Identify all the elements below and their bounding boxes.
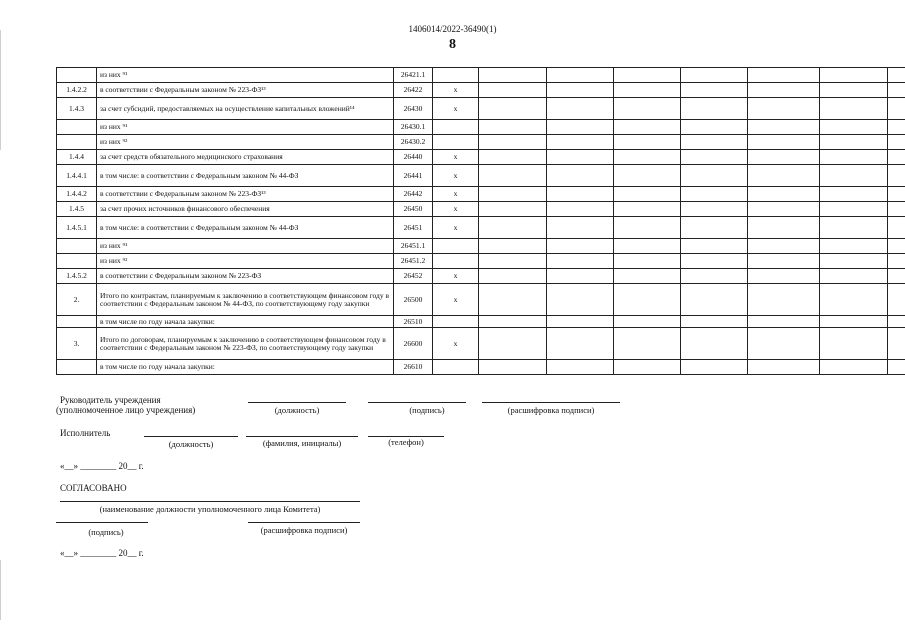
row-label: в соответствии с Федеральным законом № 223-ФЗ¹³ xyxy=(97,83,394,98)
empty-cell xyxy=(547,328,614,360)
empty-cell xyxy=(888,202,905,217)
row-label: из них ⁹¹ xyxy=(97,239,394,254)
row-number: 1.4.4.1 xyxy=(57,165,97,187)
empty-cell xyxy=(820,239,888,254)
empty-cell xyxy=(547,98,614,120)
row-code: 26600 xyxy=(394,328,433,360)
empty-cell xyxy=(479,360,547,375)
empty-cell xyxy=(820,360,888,375)
row-number xyxy=(57,120,97,135)
empty-cell xyxy=(681,360,748,375)
empty-cell xyxy=(614,150,681,165)
row-mark: x xyxy=(433,217,479,239)
empty-cell xyxy=(820,284,888,316)
row-mark: x xyxy=(433,187,479,202)
row-mark: x xyxy=(433,165,479,187)
empty-cell xyxy=(614,284,681,316)
table-row xyxy=(57,120,905,135)
empty-cell xyxy=(820,202,888,217)
row-label: в том числе: в соответствии с Федеральным законом № 44-ФЗ xyxy=(97,217,394,239)
row-code: 26451 xyxy=(394,217,433,239)
row-number xyxy=(57,254,97,269)
row-label: из них ⁹¹ xyxy=(97,68,394,83)
empty-cell xyxy=(681,284,748,316)
empty-cell xyxy=(547,269,614,284)
empty-cell xyxy=(748,284,820,316)
empty-cell xyxy=(748,202,820,217)
row-label: в соответствии с Федеральным законом № 223-ФЗ xyxy=(97,269,394,284)
table-row xyxy=(57,98,905,120)
empty-cell xyxy=(614,217,681,239)
empty-cell xyxy=(547,284,614,316)
empty-cell xyxy=(748,269,820,284)
table-row xyxy=(57,83,905,98)
empty-cell xyxy=(681,269,748,284)
head-signature-line xyxy=(368,402,466,403)
empty-cell xyxy=(888,187,905,202)
empty-cell xyxy=(681,316,748,328)
empty-cell xyxy=(888,165,905,187)
empty-cell xyxy=(820,328,888,360)
row-number: 1.4.5 xyxy=(57,202,97,217)
table-row xyxy=(57,254,905,269)
table-row xyxy=(57,284,905,316)
empty-cell xyxy=(479,68,547,83)
date-line-2: «__» ________ 20__ г. xyxy=(60,548,144,558)
empty-cell xyxy=(681,239,748,254)
row-code: 26430.2 xyxy=(394,135,433,150)
empty-cell xyxy=(888,217,905,239)
empty-cell xyxy=(820,316,888,328)
empty-cell xyxy=(547,254,614,269)
row-label: из них ⁹² xyxy=(97,254,394,269)
row-number xyxy=(57,239,97,254)
empty-cell xyxy=(547,187,614,202)
row-mark xyxy=(433,360,479,375)
empty-cell xyxy=(888,284,905,316)
empty-cell xyxy=(888,328,905,360)
empty-cell xyxy=(681,120,748,135)
empty-cell xyxy=(748,83,820,98)
row-mark: x xyxy=(433,269,479,284)
empty-cell xyxy=(888,68,905,83)
row-mark: x xyxy=(433,284,479,316)
empty-cell xyxy=(479,217,547,239)
empty-cell xyxy=(820,269,888,284)
empty-cell xyxy=(748,165,820,187)
empty-cell xyxy=(547,68,614,83)
empty-cell xyxy=(547,150,614,165)
empty-cell xyxy=(820,150,888,165)
empty-cell xyxy=(479,187,547,202)
document-id: 1406014/2022-36490(1) xyxy=(408,24,497,34)
table-row xyxy=(57,360,905,375)
scan-edge-mark xyxy=(0,560,1,620)
table-row xyxy=(57,187,905,202)
empty-cell xyxy=(614,120,681,135)
row-mark xyxy=(433,135,479,150)
row-label: Итого по контрактам, планируемым к заключению в соответствующем финансовом году в соответствии с Федеральным законом № 44-ФЗ, по соответствующему году закупки xyxy=(97,284,394,316)
row-label: из них ⁹¹ xyxy=(97,120,394,135)
empty-cell xyxy=(748,360,820,375)
committee-signature-line xyxy=(56,522,148,523)
empty-cell xyxy=(888,135,905,150)
empty-cell xyxy=(681,83,748,98)
executor-label: Исполнитель xyxy=(60,428,111,438)
empty-cell xyxy=(748,120,820,135)
row-number xyxy=(57,316,97,328)
agreed-label: СОГЛАСОВАНО xyxy=(60,483,127,493)
empty-cell xyxy=(479,120,547,135)
empty-cell xyxy=(748,98,820,120)
committee-decoding-line xyxy=(248,522,360,523)
caption-exec-phone: (телефон) xyxy=(388,437,424,447)
row-mark: x xyxy=(433,150,479,165)
empty-cell xyxy=(888,269,905,284)
empty-cell xyxy=(547,239,614,254)
empty-cell xyxy=(547,360,614,375)
empty-cell xyxy=(547,316,614,328)
empty-cell xyxy=(479,269,547,284)
empty-cell xyxy=(614,328,681,360)
empty-cell xyxy=(820,187,888,202)
empty-cell xyxy=(888,98,905,120)
row-mark xyxy=(433,68,479,83)
empty-cell xyxy=(479,202,547,217)
empty-cell xyxy=(681,217,748,239)
row-mark xyxy=(433,316,479,328)
empty-cell xyxy=(614,202,681,217)
empty-cell xyxy=(888,239,905,254)
empty-cell xyxy=(479,328,547,360)
empty-cell xyxy=(748,328,820,360)
row-code: 26452 xyxy=(394,269,433,284)
empty-cell xyxy=(820,165,888,187)
row-number xyxy=(57,360,97,375)
row-label: за счет средств обязательного медицинского страхования xyxy=(97,150,394,165)
empty-cell xyxy=(479,284,547,316)
empty-cell xyxy=(820,254,888,269)
empty-cell xyxy=(479,316,547,328)
row-code: 26442 xyxy=(394,187,433,202)
empty-cell xyxy=(614,135,681,150)
caption-decoding: (расшифровка подписи) xyxy=(507,405,595,415)
empty-cell xyxy=(748,239,820,254)
empty-cell xyxy=(748,254,820,269)
empty-cell xyxy=(614,239,681,254)
table-row xyxy=(57,328,905,360)
empty-cell xyxy=(614,269,681,284)
table-row xyxy=(57,202,905,217)
caption-committee: (наименование должности уполномоченного лица Комитета) xyxy=(99,504,321,514)
empty-cell xyxy=(888,360,905,375)
table-row xyxy=(57,217,905,239)
empty-cell xyxy=(547,202,614,217)
row-label: в том числе по году начала закупки: xyxy=(97,316,394,328)
empty-cell xyxy=(547,120,614,135)
empty-cell xyxy=(479,239,547,254)
row-code: 26441 xyxy=(394,165,433,187)
row-code: 26450 xyxy=(394,202,433,217)
empty-cell xyxy=(681,150,748,165)
row-label: в том числе: в соответствии с Федеральным законом № 44-ФЗ xyxy=(97,165,394,187)
empty-cell xyxy=(748,68,820,83)
empty-cell xyxy=(614,187,681,202)
empty-cell xyxy=(748,217,820,239)
empty-cell xyxy=(479,165,547,187)
row-mark: x xyxy=(433,98,479,120)
row-code: 26451.2 xyxy=(394,254,433,269)
row-number: 1.4.5.1 xyxy=(57,217,97,239)
caption-sig2: (подпись) xyxy=(88,527,124,537)
empty-cell xyxy=(614,68,681,83)
empty-cell xyxy=(820,135,888,150)
empty-cell xyxy=(547,217,614,239)
empty-cell xyxy=(547,83,614,98)
empty-cell xyxy=(820,83,888,98)
empty-cell xyxy=(614,83,681,98)
empty-cell xyxy=(888,254,905,269)
exec-name-line xyxy=(246,436,358,437)
caption-signature: (подпись) xyxy=(409,405,445,415)
empty-cell xyxy=(748,135,820,150)
empty-cell xyxy=(681,328,748,360)
caption-position: (должность) xyxy=(274,405,320,415)
row-number: 1.4.5.2 xyxy=(57,269,97,284)
empty-cell xyxy=(614,98,681,120)
empty-cell xyxy=(681,165,748,187)
row-mark: x xyxy=(433,202,479,217)
empty-cell xyxy=(547,165,614,187)
row-code: 26422 xyxy=(394,83,433,98)
row-code: 26451.1 xyxy=(394,239,433,254)
head-decoding-line xyxy=(482,402,620,403)
empty-cell xyxy=(681,254,748,269)
empty-cell xyxy=(888,150,905,165)
row-number: 3. xyxy=(57,328,97,360)
empty-cell xyxy=(748,150,820,165)
caption-decoding2: (расшифровка подписи) xyxy=(260,525,348,535)
row-number: 1.4.4.2 xyxy=(57,187,97,202)
row-code: 26610 xyxy=(394,360,433,375)
table-row xyxy=(57,135,905,150)
empty-cell xyxy=(820,217,888,239)
row-mark xyxy=(433,254,479,269)
date-line-1: «__» ________ 20__ г. xyxy=(60,461,144,471)
row-number: 1.4.2.2 xyxy=(57,83,97,98)
row-code: 26510 xyxy=(394,316,433,328)
empty-cell xyxy=(681,187,748,202)
caption-exec-name: (фамилия, инициалы) xyxy=(262,438,342,448)
empty-cell xyxy=(479,254,547,269)
empty-cell xyxy=(888,316,905,328)
empty-cell xyxy=(479,150,547,165)
row-code: 26430 xyxy=(394,98,433,120)
row-mark xyxy=(433,239,479,254)
table-row xyxy=(57,239,905,254)
empty-cell xyxy=(614,254,681,269)
head-sublabel: (уполномоченное лицо учреждения) xyxy=(56,405,196,415)
caption-exec-position: (должность) xyxy=(168,439,214,449)
empty-cell xyxy=(888,120,905,135)
empty-cell xyxy=(614,165,681,187)
head-position-line xyxy=(248,402,346,403)
empty-cell xyxy=(614,316,681,328)
row-mark xyxy=(433,120,479,135)
row-label: в том числе по году начала закупки: xyxy=(97,360,394,375)
row-mark: x xyxy=(433,328,479,360)
empty-cell xyxy=(614,360,681,375)
table-row xyxy=(57,165,905,187)
page-number: 8 xyxy=(449,37,456,52)
empty-cell xyxy=(479,135,547,150)
row-number: 1.4.3 xyxy=(57,98,97,120)
row-code: 26421.1 xyxy=(394,68,433,83)
empty-cell xyxy=(479,98,547,120)
row-label: из них ⁹² xyxy=(97,135,394,150)
table-row xyxy=(57,316,905,328)
row-label: Итого по договорам, планируемым к заключению в соответствующем финансовом году в соответствии с Федеральным законом № 223-ФЗ, по соответствующему году закупки xyxy=(97,328,394,360)
plan-table xyxy=(56,67,905,375)
row-label: в соответствии с Федеральным законом № 223-ФЗ¹³ xyxy=(97,187,394,202)
empty-cell xyxy=(748,187,820,202)
empty-cell xyxy=(681,135,748,150)
empty-cell xyxy=(820,120,888,135)
empty-cell xyxy=(681,202,748,217)
row-code: 26440 xyxy=(394,150,433,165)
table-row xyxy=(57,150,905,165)
committee-position-line xyxy=(60,501,360,502)
row-number: 2. xyxy=(57,284,97,316)
row-number xyxy=(57,68,97,83)
empty-cell xyxy=(681,68,748,83)
exec-position-line xyxy=(144,436,238,437)
row-code: 26430.1 xyxy=(394,120,433,135)
empty-cell xyxy=(748,316,820,328)
row-code: 26500 xyxy=(394,284,433,316)
row-label: за счет субсидий, предоставляемых на осуществление капитальных вложений¹⁴ xyxy=(97,98,394,120)
empty-cell xyxy=(820,98,888,120)
table-row xyxy=(57,68,905,83)
row-label: за счет прочих источников финансового обеспечения xyxy=(97,202,394,217)
empty-cell xyxy=(820,68,888,83)
empty-cell xyxy=(547,135,614,150)
head-label: Руководитель учреждения xyxy=(60,395,161,405)
empty-cell xyxy=(479,83,547,98)
scan-edge-mark xyxy=(0,30,1,150)
empty-cell xyxy=(888,83,905,98)
row-mark: x xyxy=(433,83,479,98)
row-number xyxy=(57,135,97,150)
table-row xyxy=(57,269,905,284)
empty-cell xyxy=(681,98,748,120)
row-number: 1.4.4 xyxy=(57,150,97,165)
